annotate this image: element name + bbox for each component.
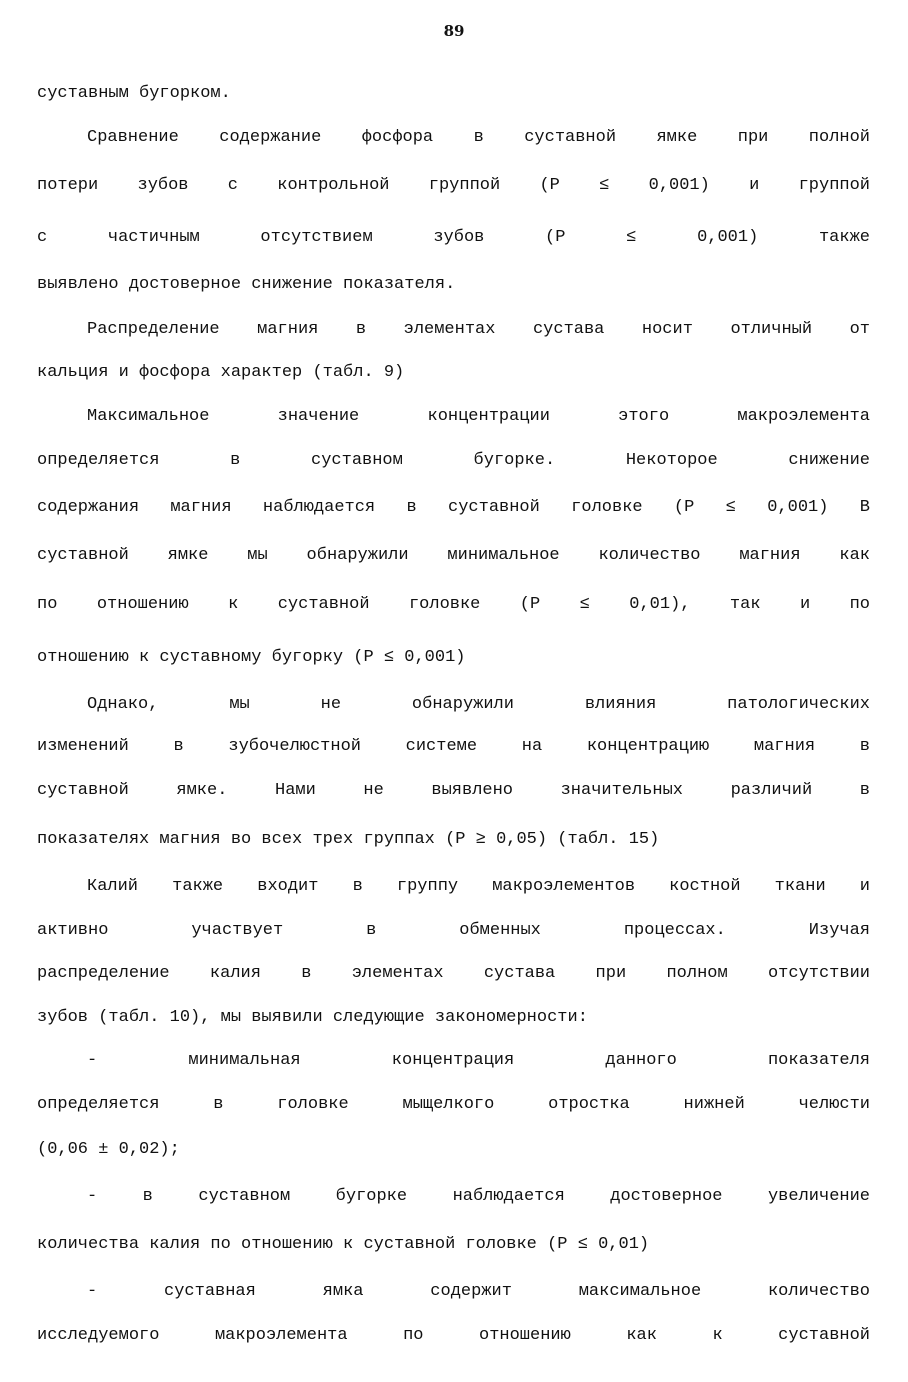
- text-line: количества калия по отношению к суставной головке (P ≤ 0,01): [37, 1235, 650, 1254]
- text-line: с частичным отсутствием зубов (P ≤ 0,001) также: [37, 228, 870, 247]
- text-line: суставной ямке. Нами не выявлено значительных различий в: [37, 781, 870, 800]
- text-line: Сравнение содержание фосфора в суставной ямке при полной: [87, 128, 870, 147]
- text-line: - суставная ямка содержит максимальное количество: [87, 1282, 870, 1301]
- text-line: суставной ямке мы обнаружили минимальное количество магния как: [37, 546, 870, 565]
- text-line: определяется в головке мыщелкого отростка нижней челюсти: [37, 1095, 870, 1114]
- text-line: Калий также входит в группу макроэлементов костной ткани и: [87, 877, 870, 896]
- text-line: отношению к суставному бугорку (P ≤ 0,001): [37, 648, 466, 667]
- text-line: активно участвует в обменных процессах. Изучая: [37, 921, 870, 940]
- text-line: распределение калия в элементах сустава при полном отсутствии: [37, 964, 870, 983]
- text-line: Однако, мы не обнаружили влияния патологических: [87, 695, 870, 714]
- text-line: - в суставном бугорке наблюдается достоверное увеличение: [87, 1187, 870, 1206]
- text-line: показателях магния во всех трех группах (P ≥ 0,05) (табл. 15): [37, 830, 660, 849]
- text-line: зубов (табл. 10), мы выявили следующие закономерности:: [37, 1008, 588, 1027]
- text-line: потери зубов с контрольной группой (P ≤ 0,001) и группой: [37, 176, 870, 195]
- text-line: кальция и фосфора характер (табл. 9): [37, 363, 405, 382]
- text-line: содержания магния наблюдается в суставной головке (P ≤ 0,001) В: [37, 498, 870, 517]
- text-line: изменений в зубочелюстной системе на концентрацию магния в: [37, 737, 870, 756]
- text-line: - минимальная концентрация данного показателя: [87, 1051, 870, 1070]
- text-line: Распределение магния в элементах сустава носит отличный от: [87, 320, 870, 339]
- text-line: суставным бугорком.: [37, 84, 231, 103]
- text-line: (0,06 ± 0,02);: [37, 1140, 180, 1159]
- text-line: Максимальное значение концентрации этого макроэлемента: [87, 407, 870, 426]
- page-number: 89: [443, 22, 465, 40]
- text-line: исследуемого макроэлемента по отношению как к суставной: [37, 1326, 870, 1345]
- text-line: определяется в суставном бугорке. Некоторое снижение: [37, 451, 870, 470]
- text-line: по отношению к суставной головке (P ≤ 0,01), так и по: [37, 595, 870, 614]
- text-line: выявлено достоверное снижение показателя.: [37, 275, 456, 294]
